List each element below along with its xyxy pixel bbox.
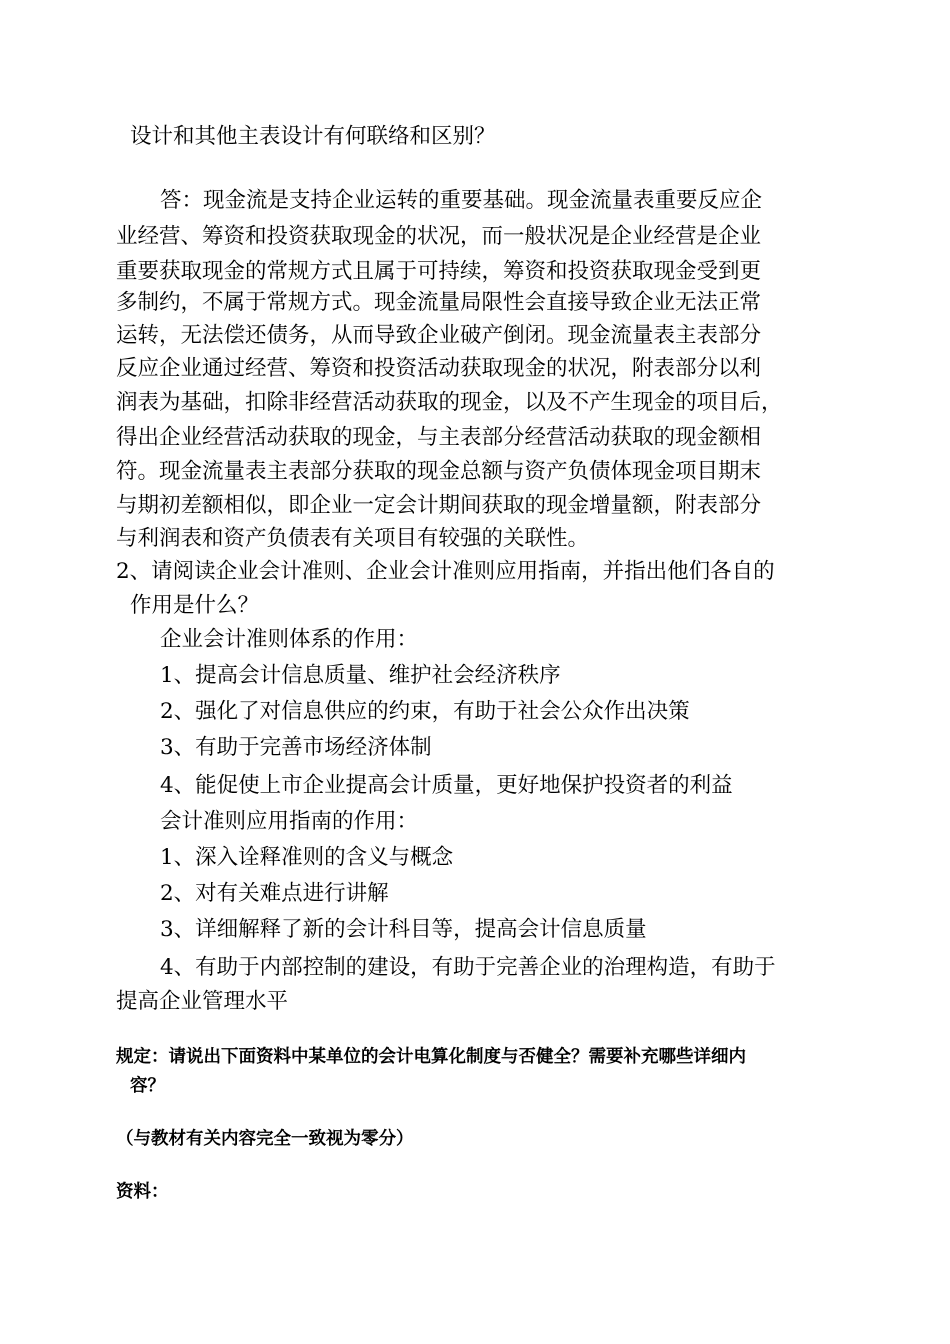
question2-line: 作用是什么？ [130, 593, 260, 618]
section1-item: 1、提高会计信息质量、维护社会经济秩序 [160, 663, 561, 688]
answer1-line: 反应企业通过经营、筹资和投资活动获取现金的状况，附表部分以利 [116, 356, 762, 381]
question1-tail: 设计和其他主表设计有何联络和区别？ [130, 124, 496, 149]
section2-item: 1、深入诠释准则的含义与概念 [160, 845, 454, 870]
answer1-line: 润表为基础，扣除非经营活动获取的现金，以及不产生现金的项目后， [116, 390, 783, 415]
answer1-line: 得出企业经营活动获取的现金，与主表部分经营活动获取的现金额相 [116, 425, 762, 450]
answer1-line: 运转，无法偿还债务，从而导致企业破产倒闭。现金流量表主表部分 [116, 323, 762, 348]
question2-line: 2、请阅读企业会计准则、企业会计准则应用指南，并指出他们各自的 [116, 559, 775, 584]
answer1-line: 多制约，不属于常规方式。现金流量局限性会直接导致企业无法正常 [116, 290, 762, 315]
answer1-line: 与期初差额相似，即企业一定会计期间获取的现金增量额，附表部分 [116, 493, 762, 518]
answer1-line: 与利润表和资产负债表有关项目有较强的关联性。 [116, 526, 590, 551]
scoring-note: （与教材有关内容完全一致视为零分） [116, 1129, 414, 1149]
answer1-line: 答：现金流是支持企业运转的重要基础。现金流量表重要反应企 [160, 188, 763, 213]
material-label: 资料： [116, 1182, 169, 1202]
section2-item: 2、对有关难点进行讲解 [160, 881, 389, 906]
section2-item: 4、有助于内部控制的建设，有助于完善企业的治理构造，有助于 [160, 955, 776, 980]
section2-title: 会计准则应用指南的作用： [160, 809, 419, 834]
section1-title: 企业会计准则体系的作用： [160, 627, 419, 652]
answer1-line: 符。现金流量表主表部分获取的现金总额与资产负债体现金项目期末 [116, 459, 762, 484]
section1-item: 2、强化了对信息供应的约束，有助于社会公众作出决策 [160, 699, 690, 724]
section1-item: 4、能促使上市企业提高会计质量，更好地保护投资者的利益 [160, 773, 733, 798]
requirement-line: 容？ [130, 1076, 165, 1096]
section2-item: 3、详细解释了新的会计科目等，提高会计信息质量 [160, 917, 647, 942]
section2-item: 提高企业管理水平 [116, 989, 289, 1014]
section1-item: 3、有助于完善市场经济体制 [160, 735, 432, 760]
answer1-line: 重要获取现金的常规方式且属于可持续，筹资和投资获取现金受到更 [116, 259, 762, 284]
answer1-line: 业经营、筹资和投资获取现金的状况，而一般状况是企业经营是企业 [116, 224, 762, 249]
requirement-line: 规定：请说出下面资料中某单位的会计电算化制度与否健全？需要补充哪些详细内 [116, 1047, 746, 1067]
